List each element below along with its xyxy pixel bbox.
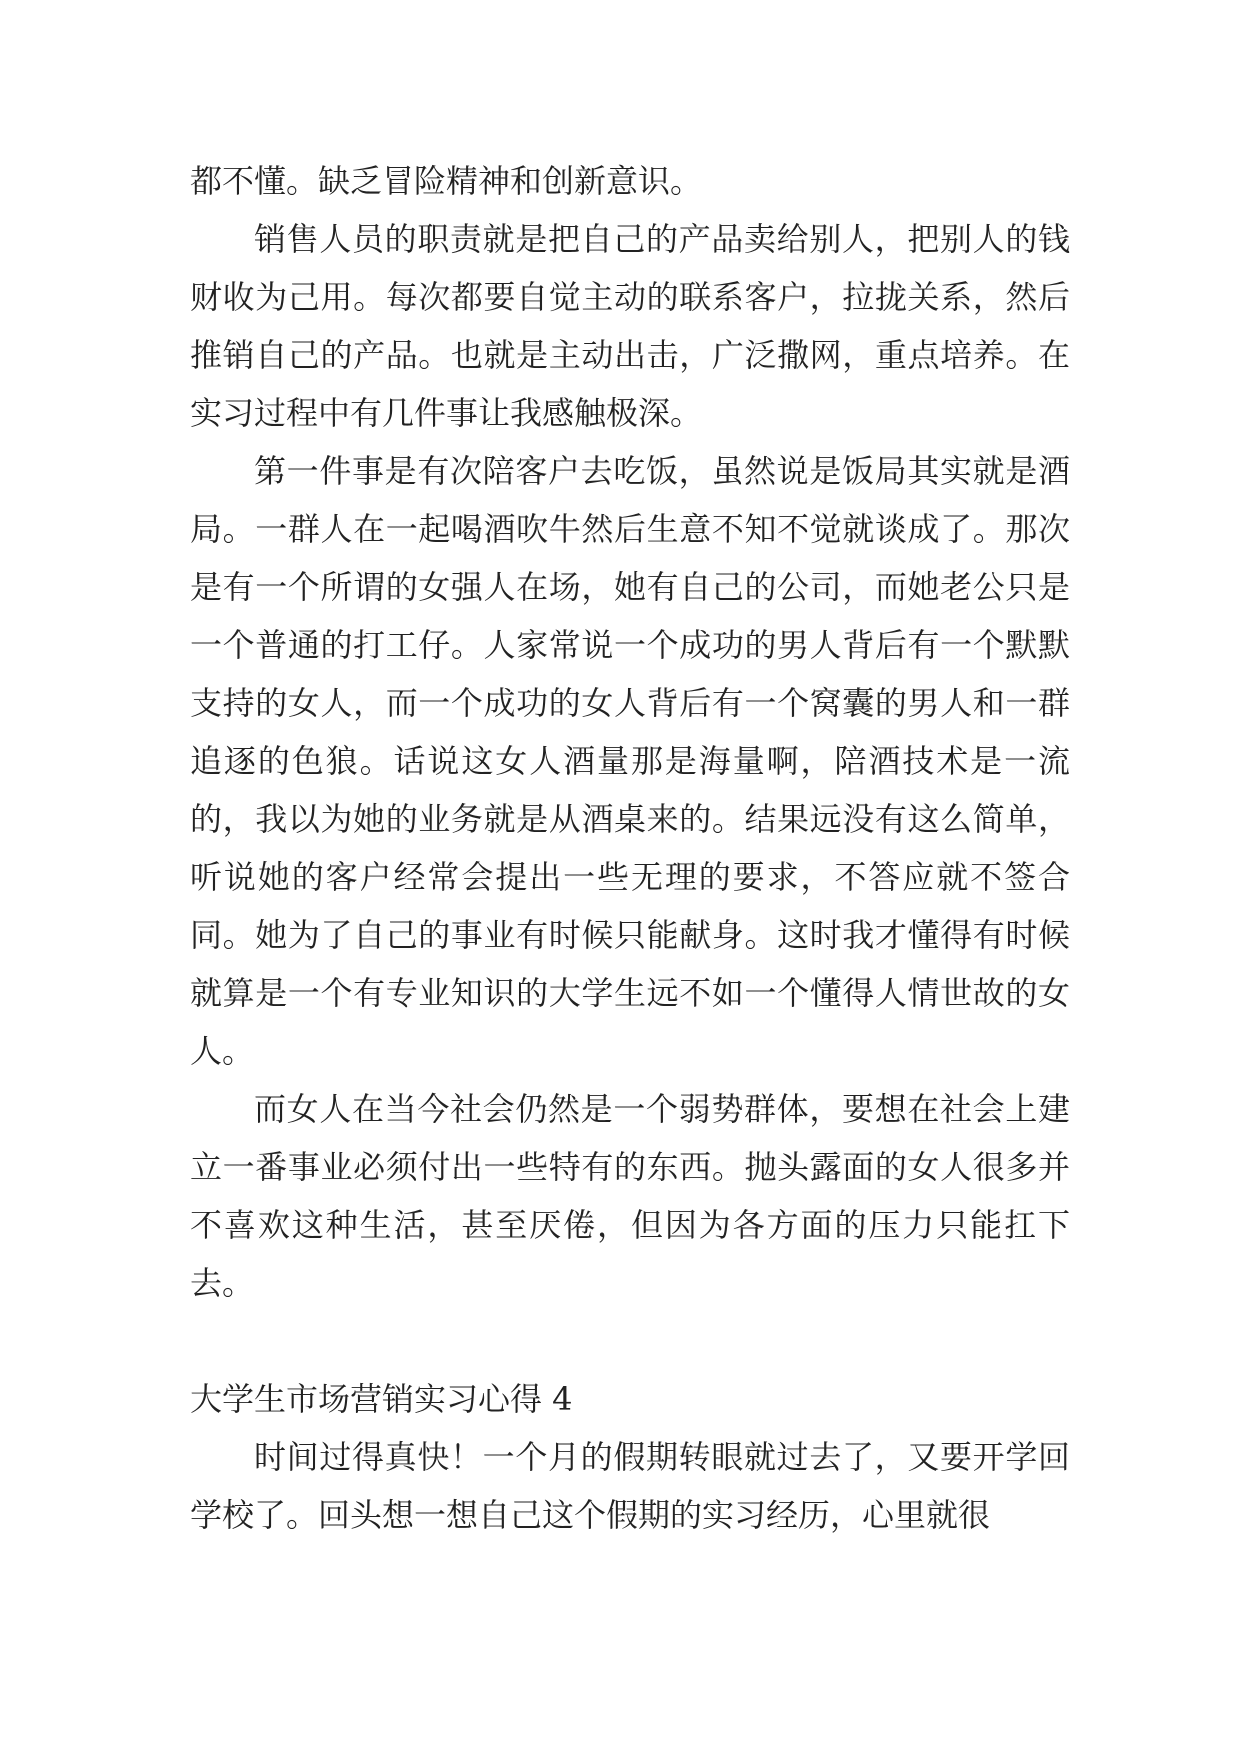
document-page (190, 152, 1070, 1544)
paragraph-3: 第一件事是有次陪客户去吃饭，虽然说是饭局其实就是酒局。一群人在一起喝酒吹牛然后生意不知不觉就谈成了。那次是有一个所谓的女强人在场，她有自己的公司，而她老公只是一个普通的打工仔。人家常说一个成功的男人背后有一个默默支持的女人，而一个成功的女人背后有一个窝囊的男人和一群追逐的色狼。话说这女人酒量那是海量啊，陪酒技术是一流的，我以为她的业务就是从酒桌来的。结果远没有这么简单，听说她的客户经常会提出一些无理的要求，不答应就不签合同。她为了自己的事业有时候只能献身。这时我才懂得有时候就算是一个有专业知识的大学生远不如一个懂得人情世故的女人。 (190, 452, 1070, 1070)
paragraph-5: 时间过得真快！一个月的假期转眼就过去了，又要开学回学校了。回头想一想自己这个假期的实习经历，心里就很 (190, 1438, 1070, 1534)
paragraph-1: 都不懂。缺乏冒险精神和创新意识。 (190, 162, 703, 200)
section-heading: 大学生市场营销实习心得 4 (190, 1380, 573, 1418)
paragraph-4: 而女人在当今社会仍然是一个弱势群体，要想在社会上建立一番事业必须付出一些特有的东西。抛头露面的女人很多并不喜欢这种生活，甚至厌倦，但因为各方面的压力只能扛下去。 (190, 1090, 1070, 1302)
paragraph-2: 销售人员的职责就是把自己的产品卖给别人，把别人的钱财收为己用。每次都要自觉主动的联系客户，拉拢关系，然后推销自己的产品。也就是主动出击，广泛撒网，重点培养。在实习过程中有几件事让我感触极深。 (190, 220, 1070, 432)
